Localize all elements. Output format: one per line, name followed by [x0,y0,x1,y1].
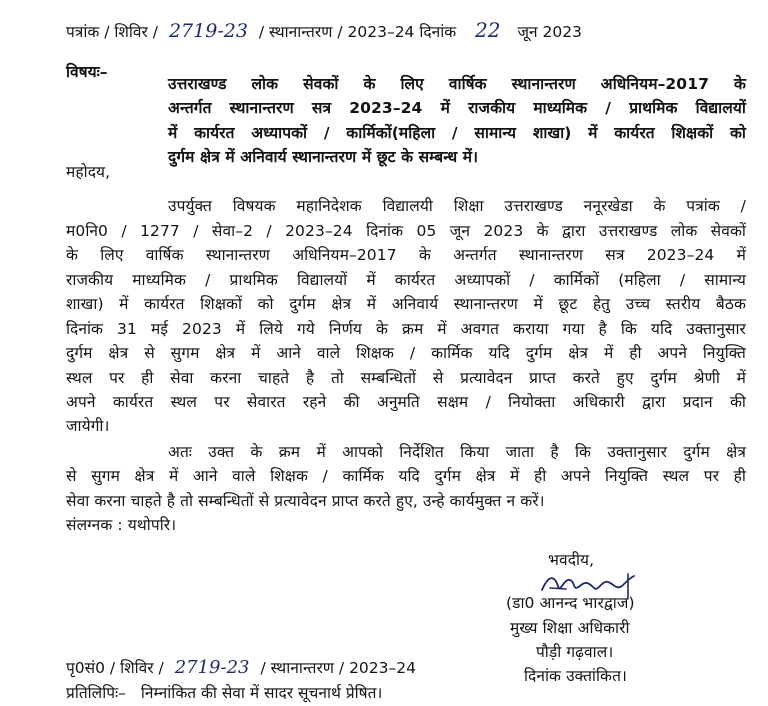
body-line: अपने कार्यरत स्थल पर सेवारत रहने की अनुमति सक्षम / नियोक्ता अधिकारी द्वारा प्रदान की [66,393,746,411]
handwritten-date: 22 [475,18,501,42]
body-line: अतः उक्त के क्रम में आपको निर्देशित किया जाता है कि उक्तानुसार दुर्गम क्षेत्र [168,443,746,461]
body-line: जायेगी। [66,417,110,435]
body-line: से सुगम क्षेत्र में आने वाले शिक्षक / कार्मिक यदि दुर्गम क्षेत्र में ही अपने नियुक्ति स्थल पर ही [66,467,746,485]
body-line: म0नि0 / 1277 / सेवा–2 / 2023–24 दिनांक 05 जून 2023 के द्वारा उत्तराखण्ड लोक सेवकों [66,222,746,240]
signatory-place: पौड़ी गढ़वाल। [536,643,614,661]
body-line: राजकीय माध्यमिक / प्राथमिक विद्यालयों में कार्यरत अध्यापकों / कार्मिकों (महिला / सामान्य [66,271,746,289]
body-line: शाखा) में कार्यरत शिक्षकों को दुर्गम क्षेत्र में अनिवार्य स्थानान्तरण में छूट हेतु उच्च स्तरीय बैठक [66,295,746,313]
closing-regards: भवदीय, [548,551,595,569]
copy-reference [66,656,416,678]
body-line: के लिए वार्षिक स्थानान्तरण अधिनियम–2017 के अन्तर्गत स्थानान्तरण सत्र 2023–24 में [66,246,746,264]
body-line: दुर्गम क्षेत्र से सुगम क्षेत्र में आने वाले शिक्षक / कार्मिक यदि दुर्गम क्षेत्र में ही अपने नियुक्ति [66,344,746,362]
salutation: महोदय, [66,163,111,181]
body-line: उपर्युक्त विषयक महानिदेशक विद्यालयी शिक्षा उत्तराखण्ड ननूरखेडा के पत्रांक / [168,197,746,215]
signatory-designation: मुख्य शिक्षा अधिकारी [510,619,630,637]
copy-reference-prefix: पृ0सं0 / शिविर / [66,659,164,677]
subject-label: विषयः– [66,63,108,81]
signatory-date-note: दिनांक उक्तांकित। [524,667,627,685]
reference-prefix: पत्रांक / शिविर / [66,23,159,41]
subject-line: उत्तराखण्ड लोक सेवकों के लिए वार्षिक स्थानान्तरण अधिनियम–2017 के [168,75,746,93]
copy-to-text: निम्नांकित की सेवा में सादर सूचनार्थ प्रेषित। [140,684,383,702]
body-line: सेवा करना चाहते है तो सम्बन्धितों से प्रत्यावेदन प्राप्त करते हुए, उन्हे कार्यमुक्त न करें। [66,492,545,510]
copy-to [66,681,382,703]
subject-line: में कार्यरत अध्यापकों / कार्मिकों(महिला / सामान्य शाखा) में कार्यरत शिक्षकों को [168,124,746,142]
copy-handwritten-number: 2719-23 [174,657,250,678]
body-line: स्थल पर ही सेवा करना चाहते है तो सम्बन्धितों से प्रत्यावेदन प्राप्त करते हुए दुर्गम श्रेणी में [66,369,746,387]
enclosure-note: संलग्नक : यथोपरि। [66,516,177,534]
reference-month-year: जून 2023 [517,23,582,41]
letter-reference [66,18,582,42]
copy-reference-suffix: / स्थानान्तरण / 2023–24 [260,659,416,677]
copy-to-label: प्रतिलिपिः– [66,684,126,702]
signatory-name: (डा0 आनन्द भारद्वाज) [506,594,635,612]
handwritten-number: 2719-23 [168,20,248,42]
body-line: दिनांक 31 मई 2023 में लिये गये निर्णय के क्रम में अवगत कराया गया है कि यदि उक्तानुसार [66,320,746,338]
subject-line: दुर्गम क्षेत्र में अनिवार्य स्थानान्तरण में छूट के सम्बन्ध में। [168,148,479,166]
reference-middle: / स्थानान्तरण / 2023–24 दिनांक [258,23,457,41]
subject-line: अन्तर्गत स्थानान्तरण सत्र 2023–24 में राजकीय माध्यमिक / प्राथमिक विद्यालयों [168,99,746,117]
